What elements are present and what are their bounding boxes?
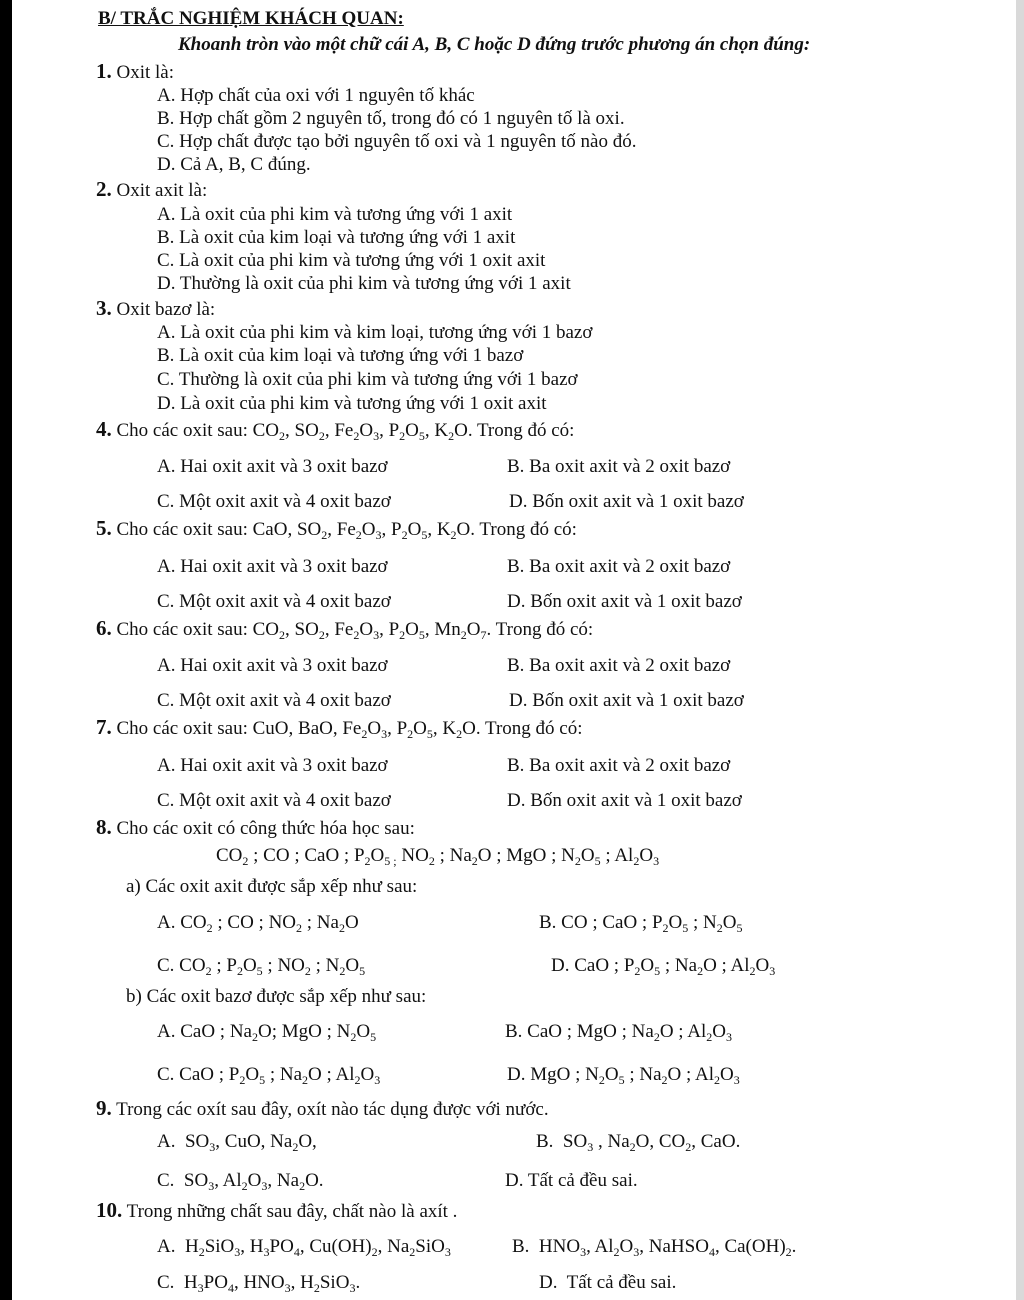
option[interactable]: A. $SO_3$, CuO, $Na_2O$, (157, 1131, 317, 1154)
instruction: Khoanh tròn vào một chữ cái A, B, C hoặc D đứng trước phương án chọn đúng: (178, 34, 811, 55)
option[interactable]: C. Một oxit axit và 4 oxit bazơ (157, 491, 391, 512)
option[interactable]: B. Ba oxit axit và 2 oxit bazơ (507, 655, 731, 676)
question-stem: Cho các oxit sau: CuO, BaO, $Fe_2O_3$, $P_2O_5$, $K_2O$. Trong đó có: (116, 718, 583, 741)
option[interactable]: D. Bốn oxit axit và 1 oxit bazơ (509, 491, 744, 512)
option[interactable]: B. Là oxit của kim loại và tương ứng với 1 bazơ (157, 345, 524, 366)
option[interactable]: A. Hai oxit axit và 3 oxit bazơ (157, 655, 388, 676)
option[interactable]: D. Bốn oxit axit và 1 oxit bazơ (507, 591, 742, 612)
part-b-label: b) Các oxit bazơ được sắp xếp như sau: (126, 986, 427, 1007)
question-number: 4. (96, 417, 112, 441)
option[interactable]: D. Cả A, B, C đúng. (157, 154, 311, 175)
question-2 (96, 178, 207, 202)
question-number: 5. (96, 516, 112, 540)
option[interactable]: A. Hai oxit axit và 3 oxit bazơ (157, 456, 388, 477)
option[interactable]: B. Ba oxit axit và 2 oxit bazơ (507, 556, 731, 577)
question-stem: Oxit axit là: (116, 180, 208, 201)
question-number: 1. (96, 59, 112, 83)
option[interactable]: A. Là oxit của phi kim và kim loại, tương ứng với 1 bazơ (157, 322, 593, 343)
question-stem: Cho các oxit sau: $CO_2$, $SO_2$, $Fe_2O_3$, $P_2O_5$, $Mn_2O_7$. Trong đó có: (116, 619, 594, 642)
question-stem: Oxit bazơ là: (116, 299, 216, 320)
option[interactable]: D. Tất cả đều sai. (539, 1272, 677, 1293)
section-title: B/ TRẮC NGHIỆM KHÁCH QUAN: (98, 8, 404, 29)
option[interactable]: C. Hợp chất được tạo bởi nguyên tố oxi và 1 nguyên tố nào đó. (157, 131, 637, 152)
option[interactable]: C. Thường là oxit của phi kim và tương ứng với 1 bazơ (157, 369, 578, 390)
option[interactable]: C. Một oxit axit và 4 oxit bazơ (157, 690, 391, 711)
option[interactable]: D. Bốn oxit axit và 1 oxit bazơ (507, 790, 742, 811)
option[interactable]: A. Là oxit của phi kim và tương ứng với 1 axit (157, 204, 513, 225)
question-1 (96, 60, 174, 84)
option[interactable]: A. $CO_2$ ; CO ; $NO_2$ ; $Na_2O$ (157, 912, 359, 935)
question-6 (96, 617, 593, 641)
option[interactable]: C. CaO ; $P_2O_5$ ; $Na_2O$ ; $Al_2O_3$ (157, 1064, 381, 1087)
option[interactable]: B. Ba oxit axit và 2 oxit bazơ (507, 456, 731, 477)
option[interactable]: B. CO ; CaO ; $P_2O_5$ ; $N_2O_5$ (539, 912, 743, 935)
option[interactable]: D. Tất cả đều sai. (505, 1170, 638, 1191)
option[interactable]: C. $CO_2$ ; $P_2O_5$ ; $NO_2$ ; $N_2O_5$ (157, 955, 366, 978)
question-number: 2. (96, 177, 112, 201)
option[interactable]: C. Một oxit axit và 4 oxit bazơ (157, 591, 391, 612)
option[interactable]: A. CaO ; $Na_2O$; MgO ; $N_2O_5$ (157, 1021, 377, 1044)
option[interactable]: A. Hợp chất của oxi với 1 nguyên tố khác (157, 85, 475, 106)
question-number: 6. (96, 616, 112, 640)
option[interactable]: D. Thường là oxit của phi kim và tương ứng với 1 axit (157, 273, 571, 294)
option[interactable]: B. $SO_3$ , $Na_2O$, $CO_2$, CaO. (536, 1131, 741, 1154)
option[interactable]: D. Là oxit của phi kim và tương ứng với 1 oxit axit (157, 393, 547, 414)
option[interactable]: C. $SO_3$, $Al_2O_3$, $Na_2O$. (157, 1170, 324, 1193)
question-stem: Cho các oxit sau: CaO, $SO_2$, $Fe_2O_3$, $P_2O_5$, $K_2O$. Trong đó có: (116, 519, 577, 542)
question-7 (96, 716, 583, 740)
question-number: 8. (96, 815, 112, 839)
question-4 (96, 418, 574, 442)
question-10 (96, 1199, 457, 1223)
formula-list: $CO_2$ ; CO ; CaO ; $P_2O_{5 ;}$ $NO_2$ ; $Na_2O$ ; MgO ; $N_2O_5$ ; $Al_2O_3$ (216, 845, 660, 868)
question-5 (96, 517, 577, 541)
option[interactable]: A. Hai oxit axit và 3 oxit bazơ (157, 556, 388, 577)
option[interactable]: B. $HNO_3$, $Al_2O_3$, NaHSO$_4$, $Ca(OH)_2$. (512, 1236, 797, 1259)
question-stem: Trong các oxít sau đây, oxít nào tác dụng được với nước. (116, 1099, 549, 1120)
option[interactable]: B. Ba oxit axit và 2 oxit bazơ (507, 755, 731, 776)
option[interactable]: B. Hợp chất gồm 2 nguyên tố, trong đó có 1 nguyên tố là oxi. (157, 108, 625, 129)
option[interactable]: D. CaO ; $P_2O_5$ ; $Na_2O$ ; $Al_2O_3$ (551, 955, 776, 978)
question-stem: Oxit là: (116, 62, 175, 83)
question-stem: Cho các oxit sau: $CO_2$, $SO_2$, $Fe_2O_3$, $P_2O_5$, $K_2O$. Trong đó có: (116, 420, 575, 443)
option[interactable]: B. Là oxit của kim loại và tương ứng với 1 axit (157, 227, 516, 248)
option[interactable]: D. Bốn oxit axit và 1 oxit bazơ (509, 690, 744, 711)
question-number: 9. (96, 1096, 112, 1120)
option[interactable]: C. $H_3PO_4$, $HNO_3$, $H_2SiO_3$. (157, 1272, 361, 1295)
part-a-label: a) Các oxit axit được sắp xếp như sau: (126, 876, 418, 897)
option[interactable]: C. Là oxit của phi kim và tương ứng với 1 oxit axit (157, 250, 546, 271)
option[interactable]: C. Một oxit axit và 4 oxit bazơ (157, 790, 391, 811)
question-3 (96, 297, 215, 321)
option[interactable]: A. Hai oxit axit và 3 oxit bazơ (157, 755, 388, 776)
question-stem: Cho các oxit có công thức hóa học sau: (116, 818, 415, 839)
question-9 (96, 1097, 549, 1121)
option[interactable]: B. CaO ; MgO ; $Na_2O$ ; $Al_2O_3$ (505, 1021, 733, 1044)
question-number: 3. (96, 296, 112, 320)
question-stem: Trong những chất sau đây, chất nào là axít . (126, 1201, 458, 1222)
question-number: 10. (96, 1198, 123, 1222)
question-number: 7. (96, 715, 112, 739)
option[interactable]: A. $H_2SiO_3$, $H_3PO_4$, $Cu(OH)_2$, $Na_2SiO_3$ (157, 1236, 451, 1259)
option[interactable]: D. MgO ; $N_2O_5$ ; $Na_2O$ ; $Al_2O_3$ (507, 1064, 740, 1087)
question-8 (96, 816, 415, 840)
